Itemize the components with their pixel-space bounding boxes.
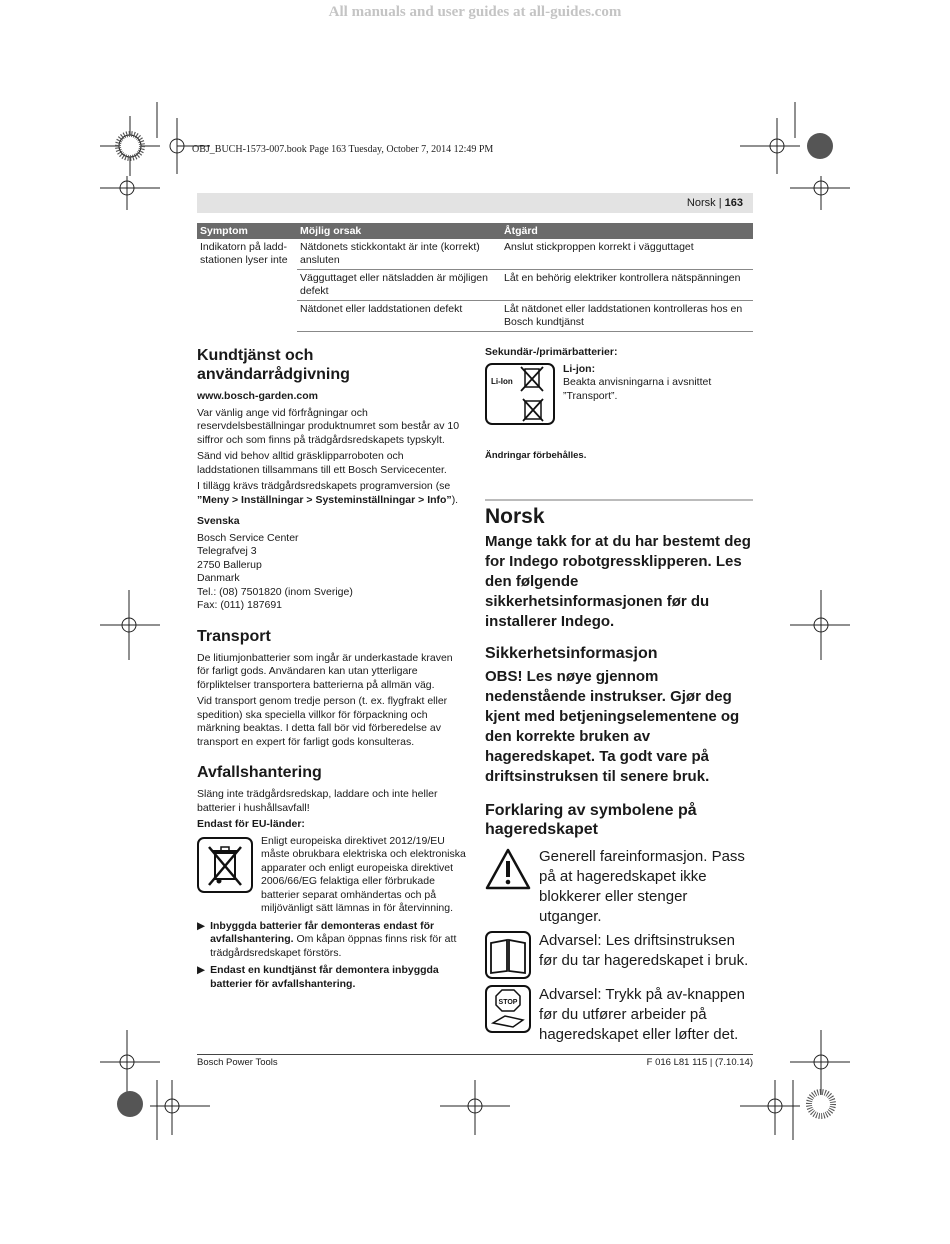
symbol-text: Advarsel: Les driftsinstruksen før du tar hageredskapet i bruk. xyxy=(539,931,749,969)
waste-paragraph: Släng inte trädgårdsredskap, laddare och inte heller batterier i hushållsavfall! xyxy=(197,788,438,814)
symbol-row xyxy=(485,847,753,927)
table-cell-cause: Vägguttaget eller nätsladden är möjligen defekt xyxy=(297,270,501,301)
service-paragraph-2: Sänd vid behov alltid gräsklipparroboten och laddstationen tillsammans till ett Bosch Servicecenter. xyxy=(197,450,447,476)
crossed-bin-icon xyxy=(197,837,253,893)
liion-title: Li-jon: xyxy=(563,362,596,375)
table-cell-cause: Nätdonets stickkontakt är inte (korrekt) ansluten xyxy=(297,239,501,270)
symbol-text: Generell fareinformasjon. Pass på at hageredskapet ikke blokkerer eller stenger utganger. xyxy=(539,847,745,925)
website-link[interactable]: www.bosch-garden.com xyxy=(197,390,318,402)
troubleshooting-table xyxy=(197,223,753,332)
symbols-heading: Forklaring av symbolene på hageredskapet xyxy=(485,801,697,838)
changes-note: Ändringar förbehålles. xyxy=(485,450,587,461)
bullet-1-bold: Inbyggda batterier får demonteras endast för avfallshantering. xyxy=(210,919,435,945)
transport-heading: Transport xyxy=(197,627,271,645)
bullet-arrow-icon: ▶ xyxy=(197,919,206,932)
service-address xyxy=(197,532,467,613)
service-heading: Kundtjänst och användarrådgivning xyxy=(197,347,350,383)
bullet-2-bold: Endast en kundtjänst får demontera inbyggda batterier för avfallshantering. xyxy=(210,964,439,990)
service-paragraph-3-end: ). xyxy=(451,493,459,506)
bullet-item xyxy=(197,964,467,991)
stop-button-icon xyxy=(485,985,531,1033)
eu-label: Endast för EU-länder: xyxy=(197,818,305,830)
manual-book-icon xyxy=(485,931,531,979)
table-cell-action: Låt nätdonet eller laddstationen kontrolleras hos en Bosch kundtjänst xyxy=(501,301,753,332)
bullet-arrow-icon: ▶ xyxy=(197,964,206,976)
footer-brand: Bosch Power Tools xyxy=(197,1057,278,1068)
country-label: Svenska xyxy=(197,515,240,527)
liion-recycling-icon xyxy=(485,363,555,425)
batteries-label: Sekundär-/primärbatterier: xyxy=(485,346,618,358)
table-cell-action: Låt en behörig elektriker kontrollera nätspänningen xyxy=(501,270,753,301)
left-column xyxy=(197,346,467,991)
obs-warning: OBS! Les nøye gjennom nedenstående instrukser. Gjør deg kjent med betjeningselementene og den korrekte bruken av hageredskapet. Ta godt vare på driftsinstruksen til senere bruk. xyxy=(485,667,740,785)
liion-text: Beakta anvisningarna i avsnittet ”Transport”. xyxy=(563,376,712,402)
address-line: Telegrafvej 3 xyxy=(197,545,257,557)
table-cell-symptom: Indikatorn på ladd-stationen lyser inte xyxy=(200,241,288,266)
service-paragraph-3-text: I tillägg krävs trädgårdsredskapets programversion (se xyxy=(197,480,451,492)
symbol-row xyxy=(485,985,753,1045)
weee-block xyxy=(197,835,467,916)
bullet-item xyxy=(197,920,467,961)
transport-paragraph-1: De litiumjonbatterier som ingår är underkastade kraven för farligt gods. Användaren kan utan ytterligare förpliktelser transportera batterierna på allmän väg. xyxy=(197,651,453,691)
service-paragraph-3 xyxy=(197,480,467,507)
table-cell-action: Anslut stickproppen korrekt i vägguttaget xyxy=(501,239,753,270)
table-header-symptom: Symptom xyxy=(197,223,297,239)
book-info-line: OBJ_BUCH-1573-007.book Page 163 Tuesday, October 7, 2014 12:49 PM xyxy=(192,144,494,155)
table-header-cause: Möjlig orsak xyxy=(297,223,501,239)
footer-doc-number: F 016 L81 115 | (7.10.14) xyxy=(646,1057,753,1068)
stop-text: STOP xyxy=(498,998,518,1006)
address-line: 2750 Ballerup xyxy=(197,558,262,571)
header-separator: | xyxy=(715,197,725,209)
table-header-action: Åtgärd xyxy=(501,223,753,239)
address-line: Fax: (011) 187691 xyxy=(197,599,283,611)
safety-heading: Sikkerhetsinformasjon xyxy=(485,644,658,662)
liion-badge-text: Li-Ion xyxy=(491,376,513,386)
symbol-text: Advarsel: Trykk på av-knappen før du utfører arbeider på hageredskapet eller løfter det. xyxy=(539,985,745,1043)
norsk-heading: Norsk xyxy=(485,504,545,528)
bullet-1-text: Om kåpan öppnas finns risk för att trädgårdsredskapet förstörs. xyxy=(210,933,457,959)
table-cell-cause: Nätdonet eller laddstationen defekt xyxy=(297,301,501,332)
norsk-intro: Mange takk for at du har bestemt deg for Indego robotgressklipperen. Les den følgende sikkerhetsinformasjonen før du installerer Indego. xyxy=(485,532,751,630)
watermark: All manuals and user guides at all-guides.com xyxy=(328,4,622,20)
header-language: Norsk xyxy=(686,197,716,209)
page-footer xyxy=(197,1054,753,1068)
weee-text: Enligt europeiska direktivet 2012/19/EU måste obrukbara elektriska och elektroniska apparater och enligt europeiska direktivet 2006/66/EG felaktiga eller förbrukade batterier separat omhändertas och på miljövänligt sätt lämnas in för återvinning. xyxy=(261,834,466,914)
transport-paragraph-2: Vid transport genom tredje person (t. ex. flygfrakt eller spedition) ska speciella villkor för förpackning och märkning beaktas. I detta fall bör vid förberedelse av transport en expert för farligt gods konsulteras. xyxy=(197,695,448,748)
liion-block xyxy=(485,363,753,430)
address-line: Bosch Service Center xyxy=(197,531,299,544)
address-line: Danmark xyxy=(197,572,240,584)
warning-triangle-icon xyxy=(485,847,531,891)
waste-heading: Avfallshantering xyxy=(197,764,322,781)
right-column xyxy=(485,346,753,1045)
page-number: 163 xyxy=(724,197,743,209)
page-header xyxy=(197,193,753,213)
symbol-row xyxy=(485,931,753,979)
service-paragraph-1: Var vänlig ange vid förfrågningar och reservdelsbeställningar produktnumret som består av 10 siffror och som finns på trädgårdsredskapets typskylt. xyxy=(197,406,460,446)
address-line: Tel.: (08) 7501820 (inom Sverige) xyxy=(197,585,353,598)
menu-path: ”Meny > Inställningar > Systeminställningar > Info” xyxy=(197,493,452,506)
